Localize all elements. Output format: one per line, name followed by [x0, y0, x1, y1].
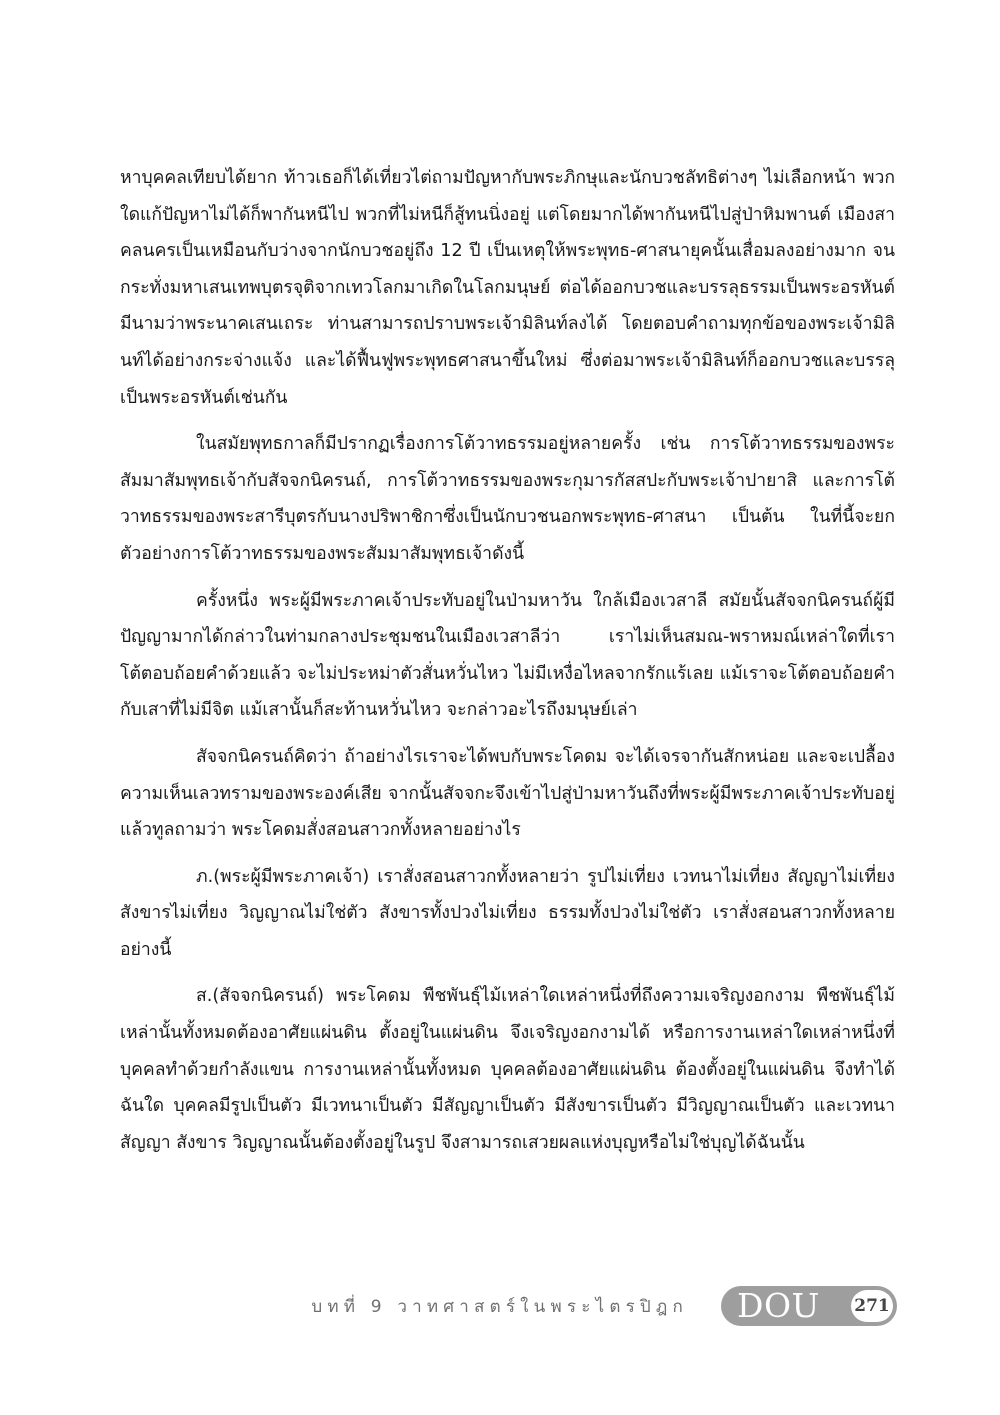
page-footer: [300, 1286, 900, 1326]
body-paragraph-5: ภ.(พระผู้มีพระภาคเจ้า) เราสั่งสอนสาวกทั้งหลายว่า รูปไม่เที่ยง เวทนาไม่เที่ยง สัญญาไม่เที่ยง สังขารไม่เที่ยง วิญญาณไม่ใช่ตัว สังขารทั้งปวงไม่เที่ยง ธรรมทั้งปวงไม่ใช่ตัว เราสั่งสอนสาวกทั้งหลายอย่างนี้: [120, 866, 895, 960]
body-paragraph-6: ส.(สัจจกนิครนถ์) พระโคดม พืชพันธุ์ไม้เหล่าใดเหล่าหนึ่งที่ถึงความเจริญงอกงาม พืชพันธุ์ไม้เหล่านั้นทั้งหมดต้องอาศัยแผ่นดิน ตั้งอยู่ในแผ่นดิน จึงเจริญงอกงามได้ หรือการงานเหล่าใดเหล่าหนึ่งที่บุคคลทำด้วยกำลังแขน การงานเหล่านั้นทั้งหมด บุคคลต้องอาศัยแผ่นดิน ต้องตั้งอยู่ในแผ่นดิน จึงทำได้ฉันใด บุคคลมีรูปเป็นตัว มีเวทนาเป็นตัว มีสัญญาเป็นตัว มีสังขารเป็นตัว มีวิญญาณเป็นตัว และเวทนา สัญญา สังขาร วิญญาณนั้นต้องตั้งอยู่ในรูป จึงสามารถเสวยผลแห่งบุญหรือไม่ใช่บุญได้ฉันนั้น: [120, 986, 895, 1153]
chapter-title: บทที่ 9 วาทศาสตร์ในพระไตรปิฎก: [311, 1297, 688, 1317]
page-body: [120, 160, 895, 1171]
dou-logo: DOU: [737, 1286, 820, 1325]
body-paragraph-4: สัจจกนิครนถ์คิดว่า ถ้าอย่างไรเราจะได้พบกับพระโคดม จะได้เจรจากันสักหน่อย และจะเปลื้องความเห็นเลวทรามของพระองค์เสีย จากนั้นสัจจกะจึงเข้าไปสู่ป่ามหาวันถึงที่พระผู้มีพระภาคเจ้าประทับอยู่ แล้วทูลถามว่า พระโคดมสั่งสอนสาวกทั้งหลายอย่างไร: [120, 746, 895, 841]
body-paragraph-2: ในสมัยพุทธกาลก็มีปรากฏเรื่องการโต้วาทธรรมอยู่หลายครั้ง เช่น การโต้วาทธรรมของพระสัมมาสัมพุทธเจ้ากับสัจจกนิครนถ์, การโต้วาทธรรมของพระกุมารกัสสปะกับพระเจ้าปายาสิ และการโต้วาทธรรมของพระสารีบุตรกับนางปริพาชิกาซึ่งเป็นนักบวชนอกพระพุทธ-ศาสนา เป็นต้น ในที่นี้จะยกตัวอย่างการโต้วาทธรรมของพระสัมมาสัมพุทธเจ้าดังนี้: [120, 434, 895, 564]
body-paragraph-3: ครั้งหนึ่ง พระผู้มีพระภาคเจ้าประทับอยู่ในป่ามหาวัน ใกล้เมืองเวสาลี สมัยนั้นสัจจกนิครนถ์ผู้มีปัญญามากได้กล่าวในท่ามกลางประชุมชนในเมืองเวสาลีว่า เราไม่เห็นสมณ-พราหมณ์เหล่าใดที่เราโต้ตอบถ้อยคำด้วยแล้ว จะไม่ประหม่าตัวสั่นหวั่นไหว ไม่มีเหงื่อไหลจากรักแร้เลย แม้เราจะโต้ตอบถ้อยคำกับเสาที่ไม่มีจิต แม้เสานั้นก็สะท้านหวั่นไหว จะกล่าวอะไรถึงมนุษย์เล่า: [120, 590, 895, 721]
page-number: 271: [851, 1290, 893, 1322]
dou-badge: [721, 1286, 897, 1326]
body-paragraph-1: หาบุคคลเทียบได้ยาก ท้าวเธอก็ได้เที่ยวไต่ถามปัญหากับพระภิกษุและนักบวชลัทธิต่างๆ ไม่เลือกหน้า พวกใดแก้ปัญหาไม่ได้ก็พากันหนีไป พวกที่ไม่หนีก็สู้ทนนิ่งอยู่ แต่โดยมากได้พากันหนีไปสู่ป่าหิมพานต์ เมืองสาคลนครเป็นเหมือนกับว่างจากนักบวชอยู่ถึง 12 ปี เป็นเหตุให้พระพุทธ-ศาสนายุคนั้นเสื่อมลงอย่างมาก จนกระทั่งมหาเสนเทพบุตรจุติจากเทวโลกมาเกิดในโลกมนุษย์ ต่อได้ออกบวชและบรรลุธรรมเป็นพระอรหันต์มีนามว่าพระนาคเสนเถระ ท่านสามารถปราบพระเจ้ามิลินท์ลงได้ โดยตอบคำถามทุกข้อของพระเจ้ามิลินท์ได้อย่างกระจ่างแจ้ง และได้ฟื้นฟูพระพุทธศาสนาขึ้นใหม่ ซึ่งต่อมาพระเจ้ามิลินท์ก็ออกบวชและบรรลุเป็นพระอรหันต์เช่นกัน: [120, 168, 895, 408]
